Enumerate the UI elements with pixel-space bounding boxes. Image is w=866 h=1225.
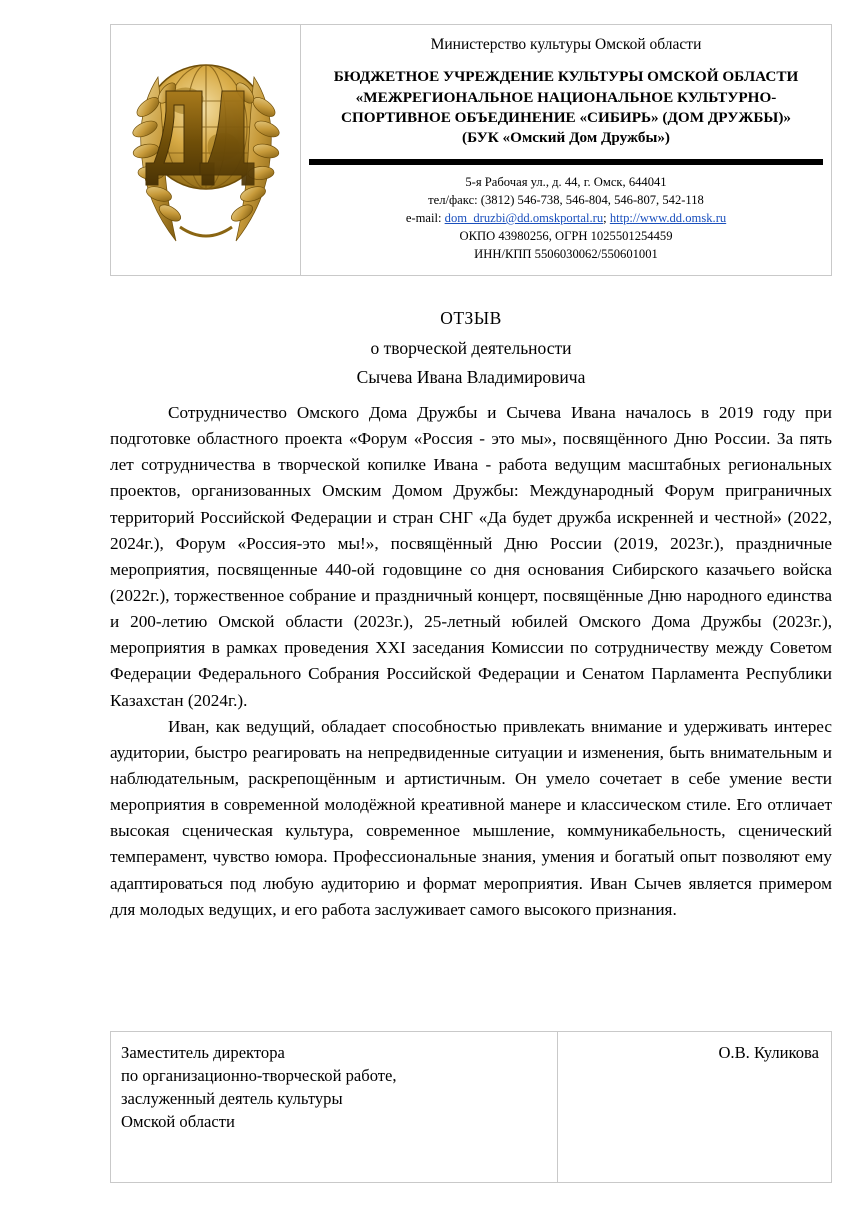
title-person-name: Сычева Ивана Владимировича [356,367,586,387]
document-title-block [110,308,832,388]
email-separator: ; [603,211,610,225]
inn-line: ИНН/КПП 5506030062/550601001 [474,246,658,261]
ministry-line: Министерство культуры Омской области [430,36,702,53]
table-row [111,1032,832,1183]
address-line: 5-я Рабочая ул., д. 44, г. Омск, 644041 [465,175,667,190]
signature-position-line-2: по организационно-творческой работе, [121,1065,397,1085]
org-name-line-4: (БУК «Омский Дом Дружбы») [462,129,670,147]
website-link[interactable]: http://www.dd.omsk.ru [609,211,727,225]
organization-info [301,25,831,275]
page-title: ОТЗЫВ [440,308,502,328]
org-name-line-2: «МЕЖРЕГИОНАЛЬНОЕ НАЦИОНАЛЬНОЕ КУЛЬТУРНО- [355,88,777,106]
signature-position-line-1: Заместитель директора [121,1043,285,1062]
body-paragraph-2: Иван, как ведущий, обладает способностью привлекать внимание и удерживать интерес аудитории, быстро реагировать на непредвиденные ситуации и изменения, быть внимательным и наблюдательным, раскрепощённым и артистичным. Он умело сочетает в себе умение вести мероприятия в современной молодёжной креативной манере и классическом стиле. Его отличает высокая сценическая культура, современное мышление, коммуникабельность, сценический темперамент, чувство юмора. Профессиональные знания, умения и богатый опыт позволяют ему адаптироваться под любую аудиторию и формат мероприятия. Иван Сычев является примером для молодых ведущих, и его работа заслуживает самого высокого признания. [110,716,832,919]
title-subheading: о творческой деятельности [370,338,572,358]
signature-name-cell: О.В. Куликова [558,1032,832,1183]
email-link[interactable]: dom_druzbi@dd.omskportal.ru [444,211,604,225]
phone-line: тел/факс: (3812) 546-738, 546-804, 546-807, 542-118 [428,193,704,208]
signature-position-cell [111,1032,558,1183]
organization-name [309,67,823,148]
signature-table [110,1031,832,1183]
org-name-line-1: БЮДЖЕТНОЕ УЧРЕЖДЕНИЕ КУЛЬТУРЫ ОМСКОЙ ОБЛАСТИ [333,68,799,86]
horizontal-rule [309,159,823,165]
organization-emblem-icon [118,31,294,269]
logo-cell [111,25,301,275]
contact-block [309,174,823,263]
signature-position-line-3: заслуженный деятель культуры [121,1088,343,1108]
signature-position-line-4: Омской области [121,1111,235,1131]
document-body [110,400,832,923]
letterhead [110,24,832,276]
body-paragraph-1: Сотрудничество Омского Дома Дружбы и Сычева Ивана началось в 2019 году при подготовке областного проекта «Форум «Россия - это мы», посвящённого Дню России. За пять лет сотрудничества в творческой копилке Ивана - работа ведущим масштабных региональных проектов, организованных Омским Домом Дружбы: Международный Форум приграничных территорий Российской Федерации и стран СНГ «Да будет дружба искренней и честной» (2022, 2024г.), Форум «Россия-это мы!», посвящённый Дню России (2019, 2023г.), праздничные мероприятия, посвященные 440-ой годовщине со дня основания Сибирского казачьего войска (2022г.), торжественное собрание и праздничный концерт, посвящённые Дню народного единства и 200-летию Омской области (2023г.), 25-летный юбилей Омского Дома Дружбы (2023г.), мероприятия в рамках проведения XXI заседания Комиссии по сотрудничеству между Советом Федерации Федерального Собрания Российской Федерации и Сенатом Парламента Республики Казахстан (2024г.). [110,403,832,710]
okpo-line: ОКПО 43980256, ОГРН 1025501254459 [459,228,673,243]
org-name-line-3: СПОРТИВНОЕ ОБЪЕДИНЕНИЕ «СИБИРЬ» (ДОМ ДРУЖБЫ)» [341,108,791,126]
email-line [309,210,823,228]
email-label: e-mail: [405,211,445,225]
